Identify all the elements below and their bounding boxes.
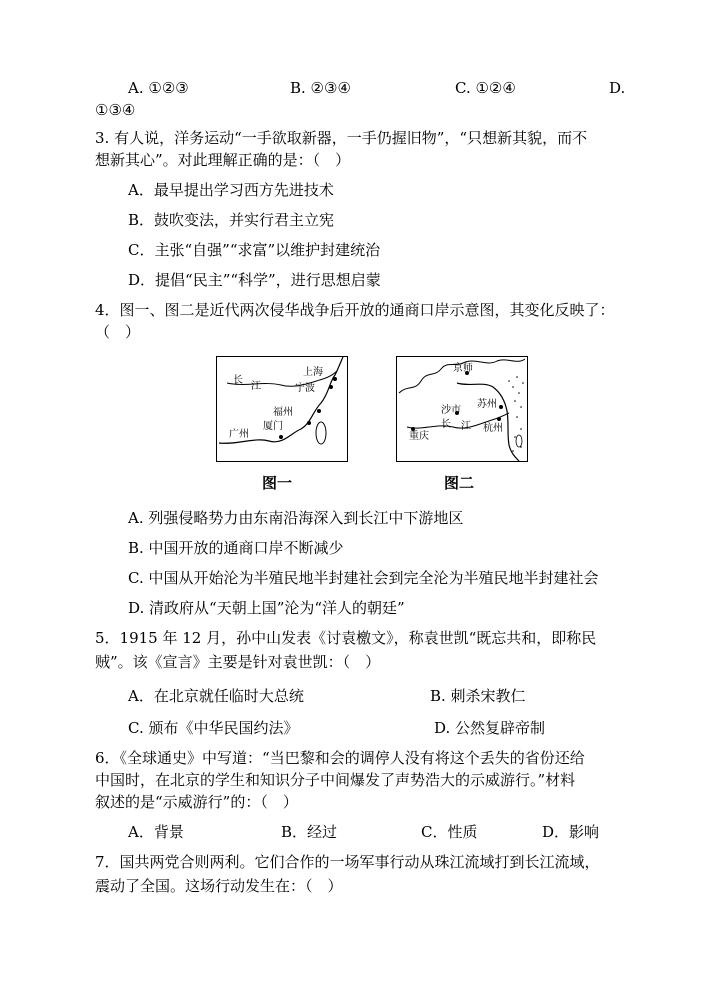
q6-stem-line2: 中国时，在北京的学生和知识分子中间爆发了声势浩大的示威游行。”材料	[95, 771, 576, 789]
q6-stem-line1: 6．《全球通史》中写道：“当巴黎和会的调停人没有将这个丢失的省份还给	[95, 749, 585, 767]
q5-option-a: A．在北京就任临时大总统	[128, 687, 304, 705]
q6-option-d: D．影响	[542, 823, 600, 841]
q2-option-c: C. ①②④	[455, 79, 516, 97]
map2-label-suzhou: 苏州	[477, 399, 497, 410]
map2-label-chongqing: 重庆	[409, 431, 429, 442]
q6-option-a: A．背景	[128, 823, 184, 841]
q3-option-d: D．提倡“民主”“科学”，进行思想启蒙	[128, 271, 381, 289]
q2-option-a: A. ①②③	[128, 79, 189, 97]
q3-stem-line1: 3. 有人说，洋务运动“一手欲取新器，一手仍握旧物”，“只想新其貌，而不	[95, 129, 588, 147]
map-two-drawing	[397, 357, 527, 461]
q4-option-a: A. 列强侵略势力由东南沿海深入到长江中下游地区	[128, 509, 464, 527]
q3-option-b: B．鼓吹变法，并实行君主立宪	[128, 211, 335, 229]
q2-option-d-letter: D.	[609, 79, 626, 97]
q2-option-b: B. ②③④	[290, 79, 351, 97]
map-one-caption: 图一	[262, 474, 293, 492]
q4-option-c: C. 中国从开始沦为半殖民地半封建社会到完全沦为半殖民地半封建社会	[128, 569, 599, 587]
map2-label-jiang: 江	[461, 421, 471, 432]
q5-stem-line1: 5．1915 年 12 月，孙中山发表《讨袁檄文》，称袁世凯“既忘共和，即称民	[95, 629, 597, 647]
map-one	[216, 356, 348, 462]
q4-stem-line1: 4．图一、图二是近代两次侵华战争后开放的通商口岸示意图，其变化反映了：	[95, 301, 615, 319]
map2-label-shashi: 沙市	[441, 405, 461, 416]
q6-stem-line3: 叙述的是“示威游行”的：（ ）	[95, 793, 298, 811]
q6-option-c: C．性质	[421, 823, 478, 841]
map2-label-hangzhou: 杭州	[483, 423, 503, 434]
q7-stem-line2: 震动了全国。这场行动发生在：（ ）	[95, 877, 343, 895]
map-two	[396, 356, 528, 462]
map2-label-chang: 长	[441, 419, 451, 430]
map2-label-jingshi: 京师	[453, 363, 473, 374]
map1-label-chang: 长	[233, 375, 243, 386]
q4-option-b: B. 中国开放的通商口岸不断减少	[128, 539, 344, 557]
map1-label-guangzhou: 广州	[229, 429, 249, 440]
q6-option-b: B．经过	[281, 823, 338, 841]
q7-stem-line1: 7．国共两党合则两利。它们合作的一场军事行动从珠江流域打到长江流域，	[95, 853, 600, 871]
q3-option-c: C．主张“自强”“求富”以维护封建统治	[128, 241, 381, 259]
map1-label-shanghai: 上海	[303, 367, 323, 378]
q5-option-c: C. 颁布《中华民国约法》	[128, 719, 299, 737]
q3-stem-line2: 想新其心”。对此理解正确的是：（ ）	[95, 151, 351, 169]
map-one-drawing	[217, 357, 347, 461]
map-two-caption: 图二	[444, 474, 475, 492]
q2-option-d-value: ①③④	[95, 101, 136, 119]
q4-stem-line2: （ ）	[95, 323, 141, 341]
map1-label-jiang: 江	[251, 381, 261, 392]
q3-option-a: A．最早提出学习西方先进技术	[128, 181, 334, 199]
q5-option-b: B. 刺杀宋教仁	[430, 687, 526, 705]
q4-option-d: D. 清政府从“天朝上国”沦为“洋人的朝廷”	[128, 599, 405, 617]
q5-option-d: D. 公然复辟帝制	[434, 719, 546, 737]
map1-label-fuzhou: 福州	[273, 407, 293, 418]
map1-label-xiamen: 厦门	[263, 421, 283, 432]
map1-label-ningbo: 宁波	[295, 383, 315, 394]
q5-stem-line2: 贼”。该《宣言》主要是针对袁世凯：（ ）	[95, 653, 381, 671]
